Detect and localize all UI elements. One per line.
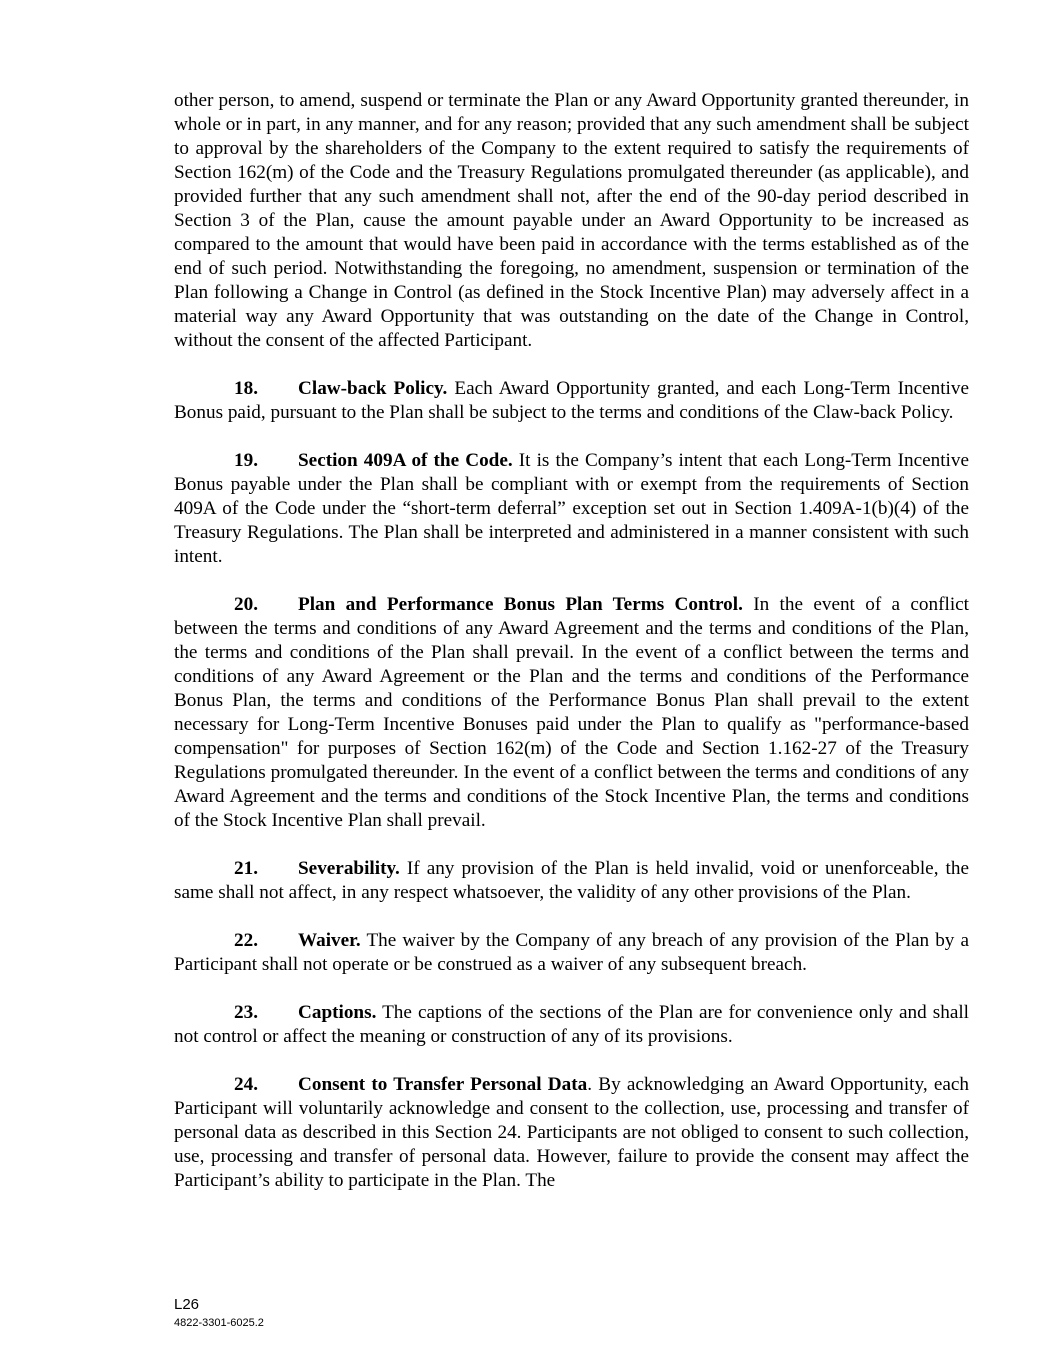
section-24 xyxy=(174,1073,969,1193)
section-number: 19. xyxy=(234,450,258,471)
page-label: L26 xyxy=(174,1296,200,1313)
section-body: . By acknowledging an Award Opportunity, each Participant will voluntarily acknowledge and consent to the collection, use, processing and transfer of personal data as described in this Section 24. Participants are not obliged to consent to such collection, use, processing and transfer of personal data. However, failure to provide the consent may affect the Participant’s ability to participate in the Plan. The xyxy=(174,1074,969,1191)
section-body: If any provision of the Plan is held invalid, void or unenforceable, the same shall not affect, in any respect whatsoever, the validity of any other provisions of the Plan. xyxy=(174,858,969,903)
section-heading: Captions. xyxy=(298,1002,377,1023)
section-heading: Plan and Performance Bonus Plan Terms Control. xyxy=(298,594,743,615)
intro-paragraph: other person, to amend, suspend or terminate the Plan or any Award Opportunity granted thereunder, in whole or in part, in any manner, and for any reason; provided that any such amendment shall be subject to approval by the shareholders of the Company to the extent required to satisfy the requirements of Section 162(m) of the Code and the Treasury Regulations promulgated thereunder (as applicable), and provided further that any such amendment shall not, after the end of the 90-day period described in Section 3 of the Plan, cause the amount payable under an Award Opportunity to be increased as compared to the amount that would have been paid in accordance with the terms established as of the end of such period. Notwithstanding the foregoing, no amendment, suspension or termination of the Plan following a Change in Control (as defined in the Stock Incentive Plan) may adversely affect in a material way any Award Opportunity that was outstanding on the date of the Change in Control, without the consent of the affected Participant. xyxy=(174,90,969,351)
section-body: The captions of the sections of the Plan are for convenience only and shall not control or affect the meaning or construction of any of its provisions. xyxy=(174,1002,969,1047)
page-footer xyxy=(174,1296,264,1330)
section-21 xyxy=(174,857,969,905)
section-number: 20. xyxy=(234,594,258,615)
section-heading: Claw-back Policy. xyxy=(298,378,448,399)
section-body: It is the Company’s intent that each Long-Term Incentive Bonus payable under the Plan shall be compliant with or exempt from the requirements of Section 409A of the Code under the “short-term deferral” exception set out in Section 1.409A-1(b)(4) of the Treasury Regulations. The Plan shall be interpreted and administered in a manner consistent with such intent. xyxy=(174,450,969,567)
document-id: 4822-3301-6025.2 xyxy=(174,1317,264,1329)
section-number: 21. xyxy=(234,858,258,879)
section-20 xyxy=(174,593,969,833)
section-body: The waiver by the Company of any breach of any provision of the Plan by a Participant shall not operate or be construed as a waiver of any subsequent breach. xyxy=(174,930,969,975)
section-heading: Section 409A of the Code. xyxy=(298,450,513,471)
section-body: Each Award Opportunity granted, and each Long-Term Incentive Bonus paid, pursuant to the Plan shall be subject to the terms and conditions of the Claw-back Policy. xyxy=(174,378,969,423)
section-number: 23. xyxy=(234,1002,258,1023)
section-18 xyxy=(174,377,969,425)
section-heading: Consent to Transfer Personal Data xyxy=(298,1074,588,1095)
section-23 xyxy=(174,1001,969,1049)
section-number: 24. xyxy=(234,1074,258,1095)
section-number: 18. xyxy=(234,378,258,399)
section-heading: Waiver. xyxy=(298,930,361,951)
section-body: In the event of a conflict between the terms and conditions of any Award Agreement and the terms and conditions of the Plan, the terms and conditions of the Plan shall prevail. In the event of a conflict between the terms and conditions of any Award Agreement or the Plan and the terms and conditions of the Performance Bonus Plan, the terms and conditions of the Performance Bonus Plan shall prevail to the extent necessary for Long-Term Incentive Bonuses paid under the Plan to qualify as "performance-based compensation" for purposes of Section 162(m) of the Code and Section 1.162-27 of the Treasury Regulations promulgated thereunder. In the event of a conflict between the terms and conditions of any Award Agreement and the terms and conditions of the Stock Incentive Plan, the terms and conditions of the Stock Incentive Plan shall prevail. xyxy=(174,594,969,831)
section-22 xyxy=(174,929,969,977)
document-body xyxy=(174,89,969,1217)
section-number: 22. xyxy=(234,930,258,951)
section-heading: Severability. xyxy=(298,858,400,879)
section-19 xyxy=(174,449,969,569)
